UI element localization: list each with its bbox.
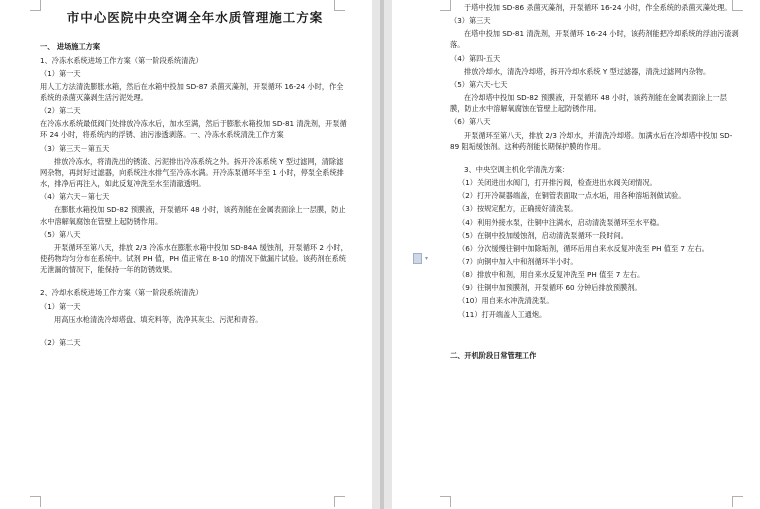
- paragraph: （1）关闭进出水阀门，打开排污阀，检查进出水阀关闭情况。: [458, 178, 657, 188]
- crop-mark: [440, 496, 451, 507]
- crop-mark: [732, 0, 743, 11]
- paragraph: 用高压水枪清洗冷却塔盘、填充料等，洗净其灰尘、污泥和青苔。: [54, 314, 263, 324]
- paragraph: 用人工方法清洗膨胀水箱，然后在水箱中投加 SD-87 杀菌灭藻剂，开泵循环 16-24 小时，作全系统的杀菌灭藻剥生活污泥处理。: [40, 81, 344, 102]
- paragraph: 在冷却塔中投加 SD-82 预膜液，开泵循环 48 小时，该药剂能在金属表面涂上一层膜，防止水中溶解氧腐蚀在管壁上起防锈作用。: [450, 93, 727, 114]
- paragraph: （1）第一天: [40, 301, 81, 311]
- paragraph: （2）打开冷凝器端盖，在铜管表面取一点水垢，用各种溶垢剂做试验。: [458, 191, 686, 201]
- crop-mark: [440, 0, 451, 11]
- paragraph: （7）向铜中加入中和剂循环半小时。: [458, 256, 578, 266]
- chevron-down-icon[interactable]: ▾: [425, 255, 429, 262]
- paragraph: 2、冷却水系统进场工作方案（第一阶段系统清洗）: [40, 288, 203, 298]
- paragraph: （4）第四-五天: [450, 53, 501, 63]
- paragraph: （5）第八天: [40, 229, 81, 239]
- crop-mark: [334, 496, 345, 507]
- page-gutter: [380, 0, 384, 509]
- paragraph: 3、中央空调主机化学清洗方案：: [464, 164, 570, 174]
- paragraph: 开泵循环至第八天，排放 2/3 冷冻水在膨胀水箱中投加 SD-84A 缓蚀剂，开泵循环 2 小时，使药物均匀分布在系统中。试剂 PH 值，PH 值正常在 8-10 的情况下做漏片试验。该药剂在系统无泄漏的情况下，能保持一年的防锈效果。: [40, 242, 348, 275]
- spacer: [450, 322, 740, 350]
- crop-mark: [30, 496, 41, 507]
- spacer: [40, 277, 350, 287]
- paragraph: （5）在铜中投加缓蚀剂，启动清洗泵循环一段时间。: [458, 230, 628, 240]
- paragraph: 排放冷却水，清洗冷却塔，拆开冷却水系统 Y 型过滤器，清洗过滤网内杂物。: [464, 66, 711, 76]
- right-page-body: [450, 2, 740, 361]
- crop-mark: [334, 0, 345, 11]
- document-icon[interactable]: [413, 253, 422, 264]
- document-page-right: [392, 0, 760, 509]
- paragraph: 1、冷冻水系统进场工作方案（第一阶段系统清洗）: [40, 55, 203, 65]
- paragraph: （4）第六天－第七天: [40, 192, 110, 202]
- spacer: [40, 327, 350, 337]
- paragraph: （6）分次缓慢往铜中加除垢剂，循环后用自来水反复冲洗至 PH 值至 7 左右。: [458, 243, 709, 253]
- paragraph: 开泵循环至第八天，排放 2/3 冷却水，并清洗冷却塔。加满水后在冷却塔中投加 SD-89 阻垢缓蚀剂。这种药剂能长期保护膜的作用。: [450, 130, 733, 151]
- paragraph: （2）第二天: [40, 106, 81, 116]
- paragraph: （3）第三天: [450, 16, 491, 26]
- paragraph: （1）第一天: [40, 68, 81, 78]
- paragraph: （3）第三天－第五天: [40, 143, 110, 153]
- section-heading: 一、 进场施工方案: [40, 42, 101, 52]
- paragraph: 在膨胀水箱投加 SD-82 预膜液，开泵循环 48 小时，该药剂能在金属表面涂上一层膜，防止水中溶解氧腐蚀在管壁上起防锈作用。: [40, 205, 346, 226]
- section-heading: 二、开机阶段日常管理工作: [450, 350, 537, 360]
- paragraph: 在冷冻水系统最低阀门处排放冷冻水后，加水至满，然后于膨胀水箱投加 SD-81 清洗剂，开泵循环 24 小时，将系统内的浮锈、油污渗透剥落。一、冷冻水系统清洗工作方案: [40, 119, 347, 140]
- document-page-left: [0, 0, 372, 509]
- paragraph: 排放冷冻水，将清洗出的锈渣、污泥排出冷冻系统之外。拆开冷冻系统 Y 型过滤网，清除滤网杂物，再封好过滤器，向系统注水排气至冷冻水满。开冷冻泵循环半至 1 小时，停泵全系统排水，排净后再注入，如此反复冲洗至水至清澈透明。: [40, 156, 344, 189]
- spacer: [450, 154, 740, 164]
- paragraph: （5）第六天-七天: [450, 79, 508, 89]
- left-page-body: [40, 41, 350, 348]
- paragraph: （9）往铜中加预膜剂，开泵循环 60 分钟后排放预膜剂。: [458, 283, 642, 293]
- paragraph: （2）第二天: [40, 337, 81, 347]
- crop-mark: [30, 0, 41, 11]
- document-title: 市中心医院中央空调全年水质管理施工方案: [66, 10, 324, 25]
- paragraph: （6）第八天: [450, 117, 491, 127]
- paragraph: （10）用自来水冲洗清洗泵。: [458, 296, 554, 306]
- paragraph: 于塔中投加 SD-86 杀菌灭藻剂，开泵循环 16-24 小时，作全系统的杀菌灭藻处理。: [464, 3, 732, 12]
- crop-mark: [732, 496, 743, 507]
- paragraph: 在塔中投加 SD-81 清洗剂，开泵循环 16-24 小时，该药剂能把冷却系统的浮油污渣剥落。: [450, 29, 739, 50]
- paragraph: （4）利用外接水泵，往铜中注满水，启动清洗泵循环至水平稳。: [458, 217, 664, 227]
- paragraph: （3）按规定配方，正确接好清洗泵。: [458, 204, 578, 214]
- paragraph: （8）排放中和剂，用自来水反复冲洗至 PH 值至 7 左右。: [458, 270, 645, 280]
- paragraph: （11）打开端盖人工通炮。: [458, 309, 547, 319]
